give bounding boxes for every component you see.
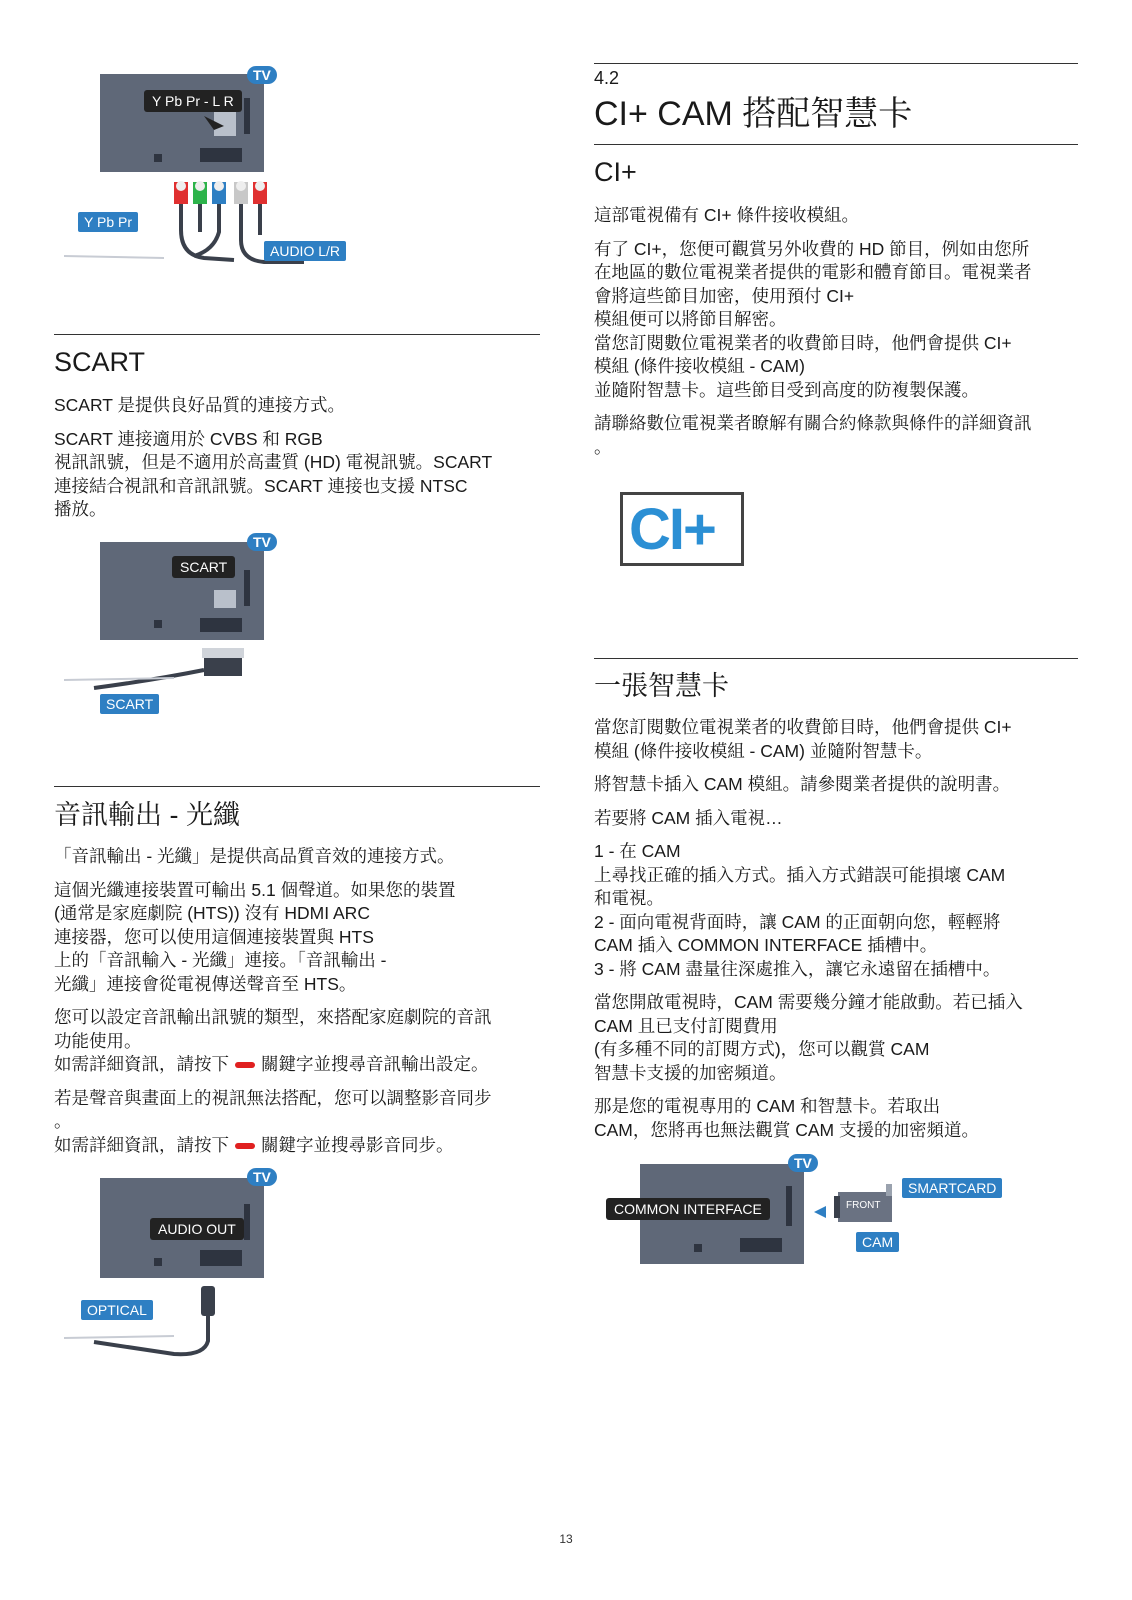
text-line: 3 - 將 CAM 盡量往深處推入，讓它永遠留在插槽中。 bbox=[594, 958, 1001, 979]
text-line: 2 - 面向電視背面時，讓 CAM 的正面朝向您，輕輕將 bbox=[594, 911, 1001, 932]
tv-badge: TV bbox=[247, 66, 277, 84]
smartcard-p6 bbox=[594, 1095, 1078, 1142]
smartcard-title: 一張智慧卡 bbox=[594, 671, 729, 701]
cam-label: CAM bbox=[856, 1232, 899, 1252]
section-divider bbox=[54, 786, 540, 787]
cam-front-label: FRONT bbox=[846, 1200, 881, 1211]
section-divider bbox=[594, 144, 1078, 145]
ci-p2 bbox=[594, 238, 1078, 403]
text-line: 當您開啟電視時，CAM 需要幾分鐘才能啟動。若已插入 bbox=[594, 992, 1023, 1012]
ci-p1: 這部電視備有 CI+ 條件接收模組。 bbox=[594, 205, 859, 225]
smartcard-section bbox=[594, 670, 1078, 1142]
audio-lr-label: AUDIO L/R bbox=[264, 241, 346, 261]
chapter-number: 4.2 bbox=[594, 68, 620, 88]
text-line: 。 bbox=[54, 1111, 72, 1131]
text-line: 在地區的數位電視業者提供的電影和體育節目。電視業者 bbox=[594, 262, 1032, 282]
text-line: 播放。 bbox=[54, 499, 107, 519]
scart-p2 bbox=[54, 428, 540, 522]
text-line: 上的「音訊輸入 - 光纖」連接。「音訊輸出 - bbox=[54, 950, 387, 970]
ci-title: CI+ bbox=[594, 157, 637, 187]
scart-title: SCART bbox=[54, 347, 146, 377]
text-line: 那是您的電視專用的 CAM 和智慧卡。若取出 bbox=[594, 1096, 941, 1116]
text-line: CAM 且已支付訂閱費用 bbox=[594, 1015, 778, 1036]
ci-p3 bbox=[594, 412, 1078, 459]
text-line: 連接器，您可以使用這個連接裝置與 HTS bbox=[54, 926, 374, 947]
info-line bbox=[54, 1134, 540, 1158]
text-line: 這個光纖連接裝置可輸出 5.1 個聲道。如果您的裝置 bbox=[54, 879, 456, 900]
smartcard-label: SMARTCARD bbox=[902, 1178, 1002, 1198]
text-line: 當您訂閱數位電視業者的收費節目時，他們會提供 CI+ bbox=[594, 717, 1012, 737]
optical-figure bbox=[54, 1166, 540, 1366]
text-line: 和電視。 bbox=[594, 888, 664, 908]
ci-logo-text: CI+ bbox=[629, 497, 715, 562]
info-pre: 如需詳細資訊，請按下 bbox=[54, 1134, 229, 1155]
optical-title: 音訊輸出 - 光纖 bbox=[54, 800, 240, 830]
ypbpr-cable-label: Y Pb Pr bbox=[78, 212, 138, 232]
common-interface-port-label: COMMON INTERFACE bbox=[606, 1198, 770, 1220]
text-line: CAM，您將再也無法觀賞 CAM 支援的加密頻道。 bbox=[594, 1119, 979, 1140]
text-line: 模組便可以將節目解密。 bbox=[594, 309, 787, 329]
optical-cable-label: OPTICAL bbox=[81, 1300, 153, 1320]
ci-section bbox=[594, 156, 1078, 459]
color-key-icon bbox=[235, 1143, 255, 1149]
text-line: (通常是家庭劇院 (HTS)) 沒有 HDMI ARC bbox=[54, 903, 370, 923]
ci-plus-logo bbox=[620, 492, 744, 566]
scart-p1: SCART 是提供良好品質的連接方式。 bbox=[54, 395, 346, 415]
optical-p1: 「音訊輸出 - 光纖」是提供高品質音效的連接方式。 bbox=[54, 846, 455, 866]
text-line: SCART 連接適用於 CVBS 和 RGB bbox=[54, 428, 323, 449]
text-line: 您可以設定音訊輸出訊號的類型，來搭配家庭劇院的音訊 bbox=[54, 1007, 492, 1027]
text-line: 智慧卡支援的加密頻道。 bbox=[594, 1062, 787, 1083]
text-line: 上尋找正確的插入方式。插入方式錯誤可能損壞 CAM bbox=[594, 864, 1006, 885]
optical-p3 bbox=[54, 1006, 540, 1077]
scart-figure bbox=[54, 530, 540, 730]
text-line: 並隨附智慧卡。這些節目受到高度的防複製保護。 bbox=[594, 379, 979, 400]
text-line: 光纖」連接會從電視傳送聲音至 HTS。 bbox=[54, 973, 357, 994]
text-line: 1 - 在 CAM bbox=[594, 841, 681, 861]
text-line: 有了 CI+，您便可觀賞另外收費的 HD 節目，例如由您所 bbox=[594, 238, 1030, 259]
text-line: 模組 (條件接收模組 - CAM) 並隨附智慧卡。 bbox=[594, 740, 933, 761]
ypbpr-port-label: Y Pb Pr - L R bbox=[144, 90, 242, 112]
info-post: 關鍵字並搜尋影音同步。 bbox=[261, 1134, 454, 1155]
text-line: 請聯絡數位電視業者瞭解有關合約條款與條件的詳細資訊 bbox=[594, 413, 1032, 433]
section-divider bbox=[54, 334, 540, 335]
optical-p4 bbox=[54, 1087, 540, 1158]
text-line: 會將這些節目加密，使用預付 CI+ bbox=[594, 285, 855, 306]
scart-port-label: SCART bbox=[172, 556, 235, 578]
text-line: 視訊訊號，但是不適用於高畫質 (HD) 電視訊號。SCART bbox=[54, 452, 493, 472]
text-line: 。 bbox=[594, 436, 612, 457]
ypbpr-figure bbox=[54, 60, 540, 280]
cam-figure bbox=[594, 1154, 1078, 1274]
text-line: (有多種不同的訂閱方式)，您可以觀賞 CAM bbox=[594, 1039, 930, 1059]
optical-illustration bbox=[54, 1166, 540, 1366]
text-line: 若是聲音與畫面上的視訊無法搭配，您可以調整影音同步 bbox=[54, 1087, 492, 1108]
optical-section bbox=[54, 799, 540, 1157]
text-line: 連接結合視訊和音訊訊號。SCART 連接也支援 NTSC bbox=[54, 475, 468, 496]
chapter-title: CI+ CAM 搭配智慧卡 bbox=[594, 95, 913, 133]
smartcard-p2: 將智慧卡插入 CAM 模組。請參閱業者提供的說明書。 bbox=[594, 774, 1011, 794]
tv-badge: TV bbox=[788, 1154, 818, 1172]
text-line: 模組 (條件接收模組 - CAM) bbox=[594, 356, 805, 376]
optical-p2 bbox=[54, 879, 540, 997]
section-divider bbox=[594, 658, 1078, 659]
smartcard-p5 bbox=[594, 991, 1078, 1085]
info-pre: 如需詳細資訊，請按下 bbox=[54, 1054, 229, 1074]
audio-out-port-label: AUDIO OUT bbox=[150, 1218, 244, 1240]
info-post: 關鍵字並搜尋音訊輸出設定。 bbox=[261, 1054, 489, 1074]
text-line: 當您訂閱數位電視業者的收費節目時，他們會提供 CI+ bbox=[594, 332, 1012, 353]
text-line: 功能使用。 bbox=[54, 1030, 142, 1051]
chapter-rule bbox=[594, 63, 1078, 64]
smartcard-p1 bbox=[594, 716, 1078, 763]
tv-badge: TV bbox=[247, 1168, 277, 1186]
scart-section bbox=[54, 346, 540, 522]
page-number: 13 bbox=[559, 1532, 573, 1546]
text-line: CAM 插入 COMMON INTERFACE 插槽中。 bbox=[594, 935, 938, 955]
scart-cable-label: SCART bbox=[100, 694, 159, 714]
info-line bbox=[54, 1053, 540, 1077]
smartcard-steps bbox=[594, 840, 1078, 981]
color-key-icon bbox=[235, 1062, 255, 1068]
smartcard-p3: 若要將 CAM 插入電視… bbox=[594, 807, 783, 828]
tv-badge: TV bbox=[247, 533, 277, 551]
